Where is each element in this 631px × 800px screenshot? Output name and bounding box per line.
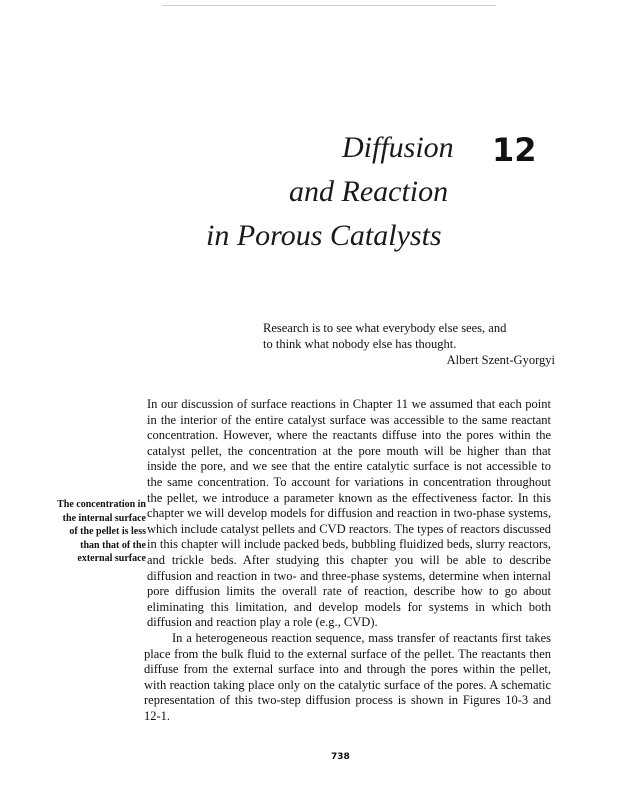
- epigraph-author: Albert Szent-Gyorgyi: [446, 353, 555, 367]
- chapter-title-line-2: and Reaction: [289, 175, 449, 208]
- paragraph-2: In a heterogeneous reaction sequence, mass transfer of reactants first takes place from the bulk fluid to the external surface of the pellet. The reactants then diffuse from the external surface into and through the pores within the pellet, with reaction taking place only on the catalytic surface of the pores. A schematic representation of this two-step diffusion process is shown in Figures 10-3 and 12-1.: [144, 630, 551, 723]
- margin-note-line-3: of the pellet is less: [69, 526, 146, 537]
- body-text: [144, 397, 551, 724]
- margin-note: [36, 498, 146, 566]
- margin-note-line-5: external surface: [77, 553, 146, 564]
- page-number: 738: [331, 752, 350, 762]
- chapter-number: 12: [492, 131, 537, 169]
- epigraph-line-1: Research is to see what everybody else sees, and: [263, 321, 507, 335]
- chapter-title-line-3: in Porous Catalysts: [206, 219, 442, 252]
- margin-note-line-4: than that of the: [80, 539, 146, 551]
- margin-note-line-1: The concentration in: [57, 499, 146, 510]
- margin-note-line-2: the internal surface: [62, 512, 146, 524]
- epigraph: [263, 320, 555, 368]
- epigraph-line-2: to think what nobody else has thought.: [263, 337, 457, 351]
- chapter-title-line-1: Diffusion: [342, 131, 454, 164]
- paragraph-1: In our discussion of surface reactions in Chapter 11 we assumed that each point in the interior of the entire catalyst surface was accessible to the same reactant concentration. However, where the reactants diffuse into the pores within the catalyst pellet, the concentration at the pore mouth will be higher than that inside the pore, and we see that the entire catalytic surface is not accessible to the same concentration. To account for variations in concentration throughout the pellet, we introduce a parameter known as the effectiveness factor. In this chapter we will develop models for diffusion and reaction in two-phase systems, which include catalyst pellets and CVD reactors. The types of reactors discussed in this chapter will include packed beds, bubbling fluidized beds, slurry reactors, and trickle beds. After studying this chapter you will be able to describe diffusion and reaction in two- and three-phase systems, determine when internal pore diffusion limits the overall rate of reaction, describe how to go about eliminating this limitation, and develop models for systems in which both diffusion and reaction play a role (e.g., CVD).: [147, 397, 551, 630]
- header-rule: [162, 5, 496, 6]
